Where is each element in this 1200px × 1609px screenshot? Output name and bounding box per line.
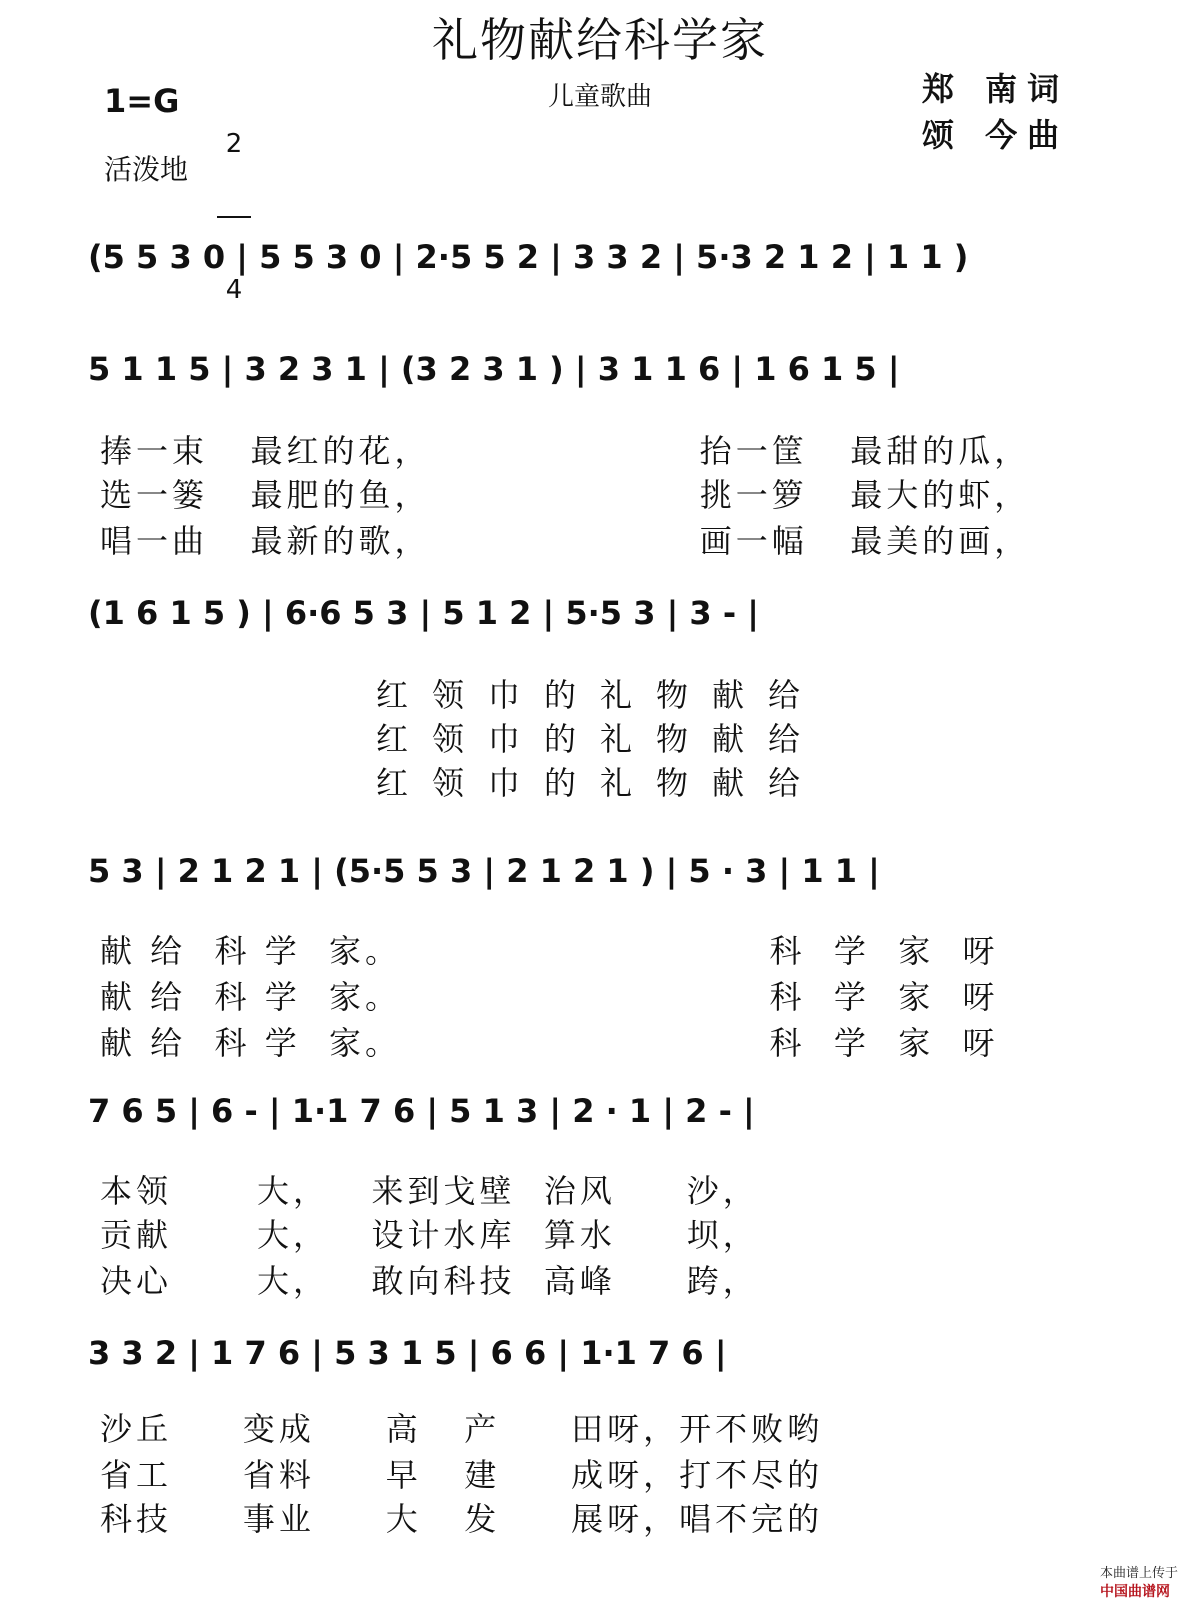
notation-row-5: 7 6 5 | 6 - | 1·1 7 6 | 5 1 3 | 2 · 1 | 2 - | — [88, 1092, 755, 1130]
lyric-line: 本领 大， 来到戈壁 治风 沙， — [100, 1172, 759, 1210]
lyric-line: 献 给 科 学 家。 科 学 家 呀 — [100, 932, 999, 970]
lyric-line: 贡献 大， 设计水库 算水 坝， — [100, 1216, 759, 1254]
lyricist-credit: 郑 南词 — [922, 70, 1070, 108]
notation-row-1: (5 5 3 0 | 5 5 3 0 | 2·5 5 2 | 3 3 2 | 5·3 2 1 2 | 1 1 ) — [88, 238, 969, 276]
lyric-line: 献 给 科 学 家。 科 学 家 呀 — [100, 978, 999, 1016]
time-signature — [214, 74, 254, 332]
footer-site[interactable]: 中国曲谱网 — [1099, 1584, 1170, 1600]
lyric-line: 科技 事业 大 发 展呀，唱不完的 — [100, 1500, 824, 1538]
composer-credit: 颂 今曲 — [922, 116, 1070, 154]
time-top: 2 — [225, 129, 243, 159]
notation-row-3: (1 6 1 5 ) | 6·6 5 3 | 5 1 2 | 5·5 3 | 3 - | — [88, 594, 759, 632]
lyric-line: 沙丘 变成 高 产 田呀，开不败哟 — [100, 1410, 824, 1448]
lyric-line: 红领巾的礼物献给 — [376, 676, 825, 714]
lyric-line: 决心 大， 敢向科技 高峰 跨， — [100, 1262, 759, 1300]
lyric-line: 红领巾的礼物献给 — [376, 764, 825, 802]
lyric-line: 选一篓 最肥的鱼， 挑一箩 最大的虾， — [100, 476, 1031, 514]
lyric-line: 省工 省料 早 建 成呀，打不尽的 — [100, 1456, 824, 1494]
tempo-marking: 活泼地 — [104, 153, 189, 186]
notation-row-4: 5 3 | 2 1 2 1 | (5·5 5 3 | 2 1 2 1 ) | 5 · 3 | 1 1 | — [88, 852, 880, 890]
key-signature: 1=G — [104, 82, 180, 120]
lyric-line: 献 给 科 学 家。 科 学 家 呀 — [100, 1024, 999, 1062]
footer-text: 本曲谱上传于 — [1099, 1566, 1178, 1581]
footer-credit — [1092, 1547, 1178, 1601]
time-divider — [217, 216, 251, 218]
song-title: 礼物献给科学家 — [432, 13, 768, 67]
notation-row-2: 5 1 1 5 | 3 2 3 1 | (3 2 3 1 ) | 3 1 1 6 | 1 6 1 5 | — [88, 350, 900, 388]
lyric-line: 唱一曲 最新的歌， 画一幅 最美的画， — [100, 522, 1031, 560]
time-bottom: 4 — [225, 275, 243, 305]
lyric-line: 捧一束 最红的花， 抬一筐 最甜的瓜， — [100, 432, 1031, 470]
lyric-line: 红领巾的礼物献给 — [376, 720, 825, 758]
notation-row-6: 3 3 2 | 1 7 6 | 5 3 1 5 | 6 6 | 1·1 7 6 | — [88, 1334, 727, 1372]
song-subtitle: 儿童歌曲 — [547, 82, 652, 112]
